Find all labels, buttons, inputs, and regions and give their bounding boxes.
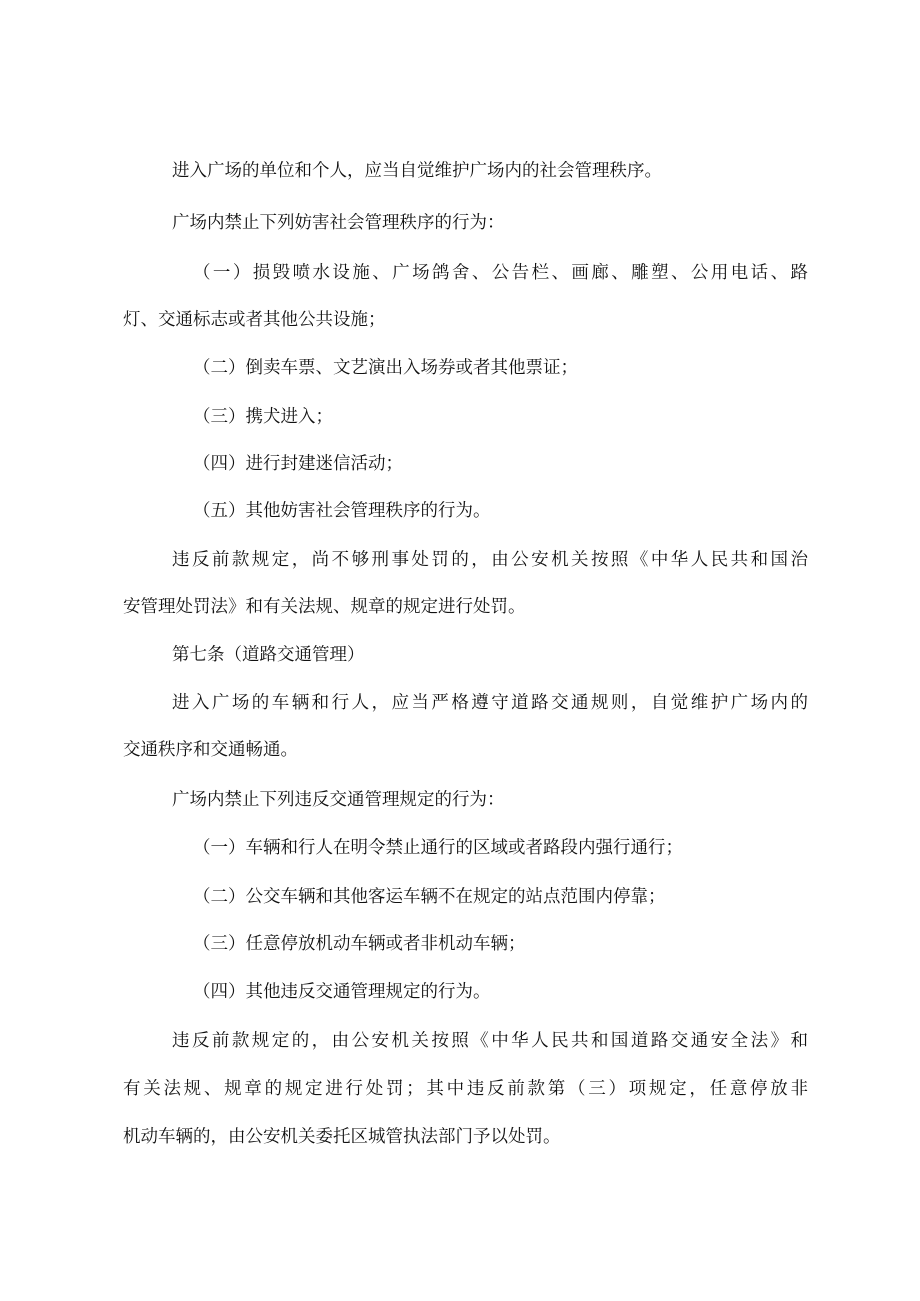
text-line: （四）其他违反交通管理规定的行为。 <box>193 982 491 1002</box>
text-line: （二）公交车辆和其他客运车辆不在规定的站点范围内停靠； <box>193 887 666 907</box>
paragraph-traffic-penalty-continued <box>0 1074 920 1104</box>
text-line: 灯、交通标志或者其他公共设施； <box>123 310 386 330</box>
text-line: （二）倒卖车票、文艺演出入场券或者其他票证； <box>193 358 578 378</box>
text-line: 违反前款规定，尚不够刑事处罚的，由公安机关按照《中华人民共和国治 <box>172 550 808 570</box>
text-line: （三）携犬进入； <box>193 407 333 427</box>
paragraph-traffic-penalty <box>0 1026 920 1056</box>
text-line: 机动车辆的，由公安机关委托区城管执法部门予以处罚。 <box>123 1127 561 1147</box>
list-item-social-3 <box>0 402 920 432</box>
list-item-social-1-continued <box>0 305 920 335</box>
text-line: 进入广场的单位和个人，应当自觉维护广场内的社会管理秩序。 <box>172 161 662 181</box>
text-line: 违反前款规定的，由公安机关按照《中华人民共和国道路交通安全法》和 <box>172 1031 808 1051</box>
paragraph-social-penalty-continued <box>0 592 920 622</box>
article-heading <box>0 640 920 670</box>
paragraph-social-order-prohibitions <box>0 208 920 238</box>
text-line: （四）进行封建迷信活动； <box>193 454 403 474</box>
text-line: 有关法规、规章的规定进行处罚；其中违反前款第（三）项规定，任意停放非 <box>123 1079 808 1099</box>
list-item-social-2 <box>0 353 920 383</box>
list-item-social-1 <box>0 258 920 288</box>
text-line: 进入广场的车辆和行人，应当严格遵守道路交通规则，自觉维护广场内的 <box>172 693 808 713</box>
list-item-social-5 <box>0 496 920 526</box>
list-item-traffic-1 <box>0 833 920 863</box>
list-item-traffic-3 <box>0 929 920 959</box>
paragraph-traffic-duty-continued <box>0 735 920 765</box>
list-item-traffic-4 <box>0 977 920 1007</box>
paragraph-traffic-duty <box>0 688 920 718</box>
paragraph-social-penalty <box>0 545 920 575</box>
text-line: （三）任意停放机动车辆或者非机动车辆； <box>193 934 526 954</box>
list-item-traffic-2 <box>0 882 920 912</box>
paragraph-traffic-penalty-end <box>0 1122 920 1152</box>
text-line: 广场内禁止下列违反交通管理规定的行为： <box>172 790 505 810</box>
text-line: （五）其他妨害社会管理秩序的行为。 <box>193 501 491 521</box>
text-line: 安管理处罚法》和有关法规、规章的规定进行处罚。 <box>123 597 526 617</box>
article-title: 第七条（道路交通管理） <box>172 645 365 665</box>
text-line: 交通秩序和交通畅通。 <box>123 740 298 760</box>
text-line: （一）车辆和行人在明令禁止通行的区域或者路段内强行通行； <box>193 838 683 858</box>
list-item-social-4 <box>0 449 920 479</box>
text-line: 广场内禁止下列妨害社会管理秩序的行为： <box>172 213 505 233</box>
text-line: （一）损毁喷水设施、广场鸽舍、公告栏、画廊、雕塑、公用电话、路 <box>193 263 808 283</box>
paragraph-traffic-prohibitions <box>0 785 920 815</box>
paragraph-entry-duty <box>0 156 920 186</box>
